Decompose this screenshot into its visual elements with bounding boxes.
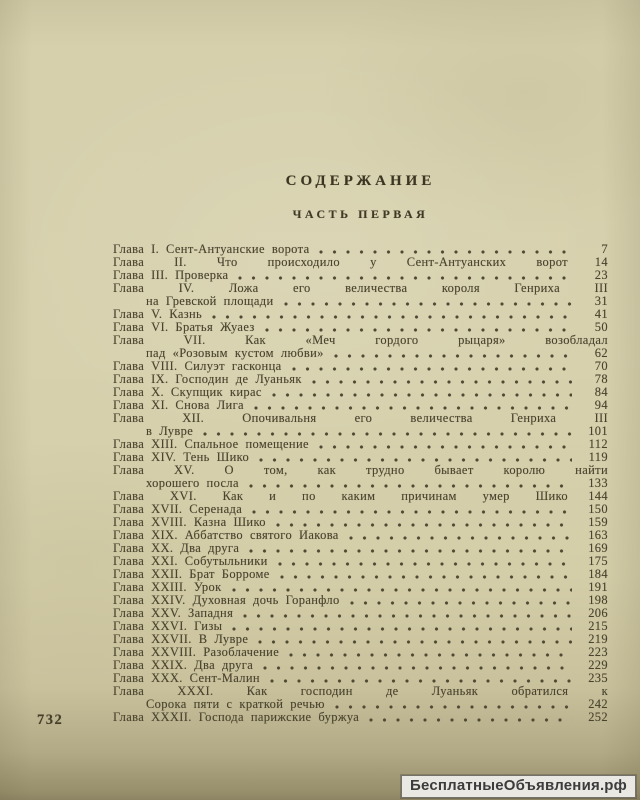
dot-leader [251, 505, 572, 515]
toc-entry-page: 223 [588, 645, 608, 659]
page-title: СОДЕРЖАНИЕ [285, 173, 436, 189]
toc-entry-page: 252 [588, 710, 608, 724]
toc-entry-title: Глава XII. Опочивальня его величества Генриха III [113, 411, 608, 425]
toc-entry-title: Глава XI. Снова Лига [113, 398, 244, 412]
toc-entry-page: 119 [588, 450, 608, 464]
dot-leader [288, 648, 572, 658]
toc-entry-title: Глава XXV. Западня [113, 606, 234, 620]
dot-leader [283, 297, 572, 307]
toc-entry-page: 219 [588, 632, 608, 646]
dot-leader [311, 375, 572, 385]
toc-entry-page: 84 [594, 385, 608, 399]
toc-entry-page: 31 [594, 294, 608, 308]
toc-entry-title: в Лувре [146, 424, 194, 438]
toc-entry-page: 159 [588, 515, 608, 529]
dot-leader [271, 388, 572, 398]
toc-entry-title: Глава VI. Братья Жуаез [113, 320, 255, 334]
toc-entry-title: Глава XXXI. Как господин де Луаньяк обратился к [113, 684, 608, 698]
toc-entry-page: 175 [588, 554, 608, 568]
toc-entry-page: 150 [588, 502, 608, 516]
toc-entry-title: Глава VIII. Силуэт гасконца [113, 359, 282, 373]
toc-entry-title: Глава IX. Господин де Луаньяк [113, 372, 302, 386]
dot-leader [349, 596, 572, 606]
toc-entry-page: 94 [594, 398, 608, 412]
toc-entry-page: 163 [588, 528, 608, 542]
toc-entry-page: 242 [588, 697, 608, 711]
toc-entry-title: Глава XXX. Сент-Малин [113, 671, 260, 685]
toc-entry-title: Глава III. Проверка [113, 268, 229, 282]
toc-entry-page: 14 [594, 255, 608, 269]
dot-leader [258, 453, 572, 463]
toc-entry-title: Глава II. Что происходило у Сент-Антуанских ворот [113, 255, 568, 269]
toc-entry-page: 198 [588, 593, 608, 607]
dot-leader [277, 557, 572, 567]
dot-leader [368, 713, 572, 723]
toc-entry-title: Глава XXIV. Духовная дочь Горанфло [113, 593, 340, 607]
toc-entry-page: 7 [601, 242, 608, 256]
part-heading: ЧАСТЬ ПЕРВАЯ [292, 207, 429, 221]
toc-entry-page: 235 [588, 671, 608, 685]
dot-leader [202, 427, 572, 437]
toc-entry-title: Сорока пяти с краткой речью [146, 697, 325, 711]
toc-entry-title: Глава XX. Два друга [113, 541, 240, 555]
toc-entry-page: 133 [588, 476, 608, 490]
dot-leader [248, 479, 572, 489]
toc-entry-title: Глава XXXII. Господа парижские буржуа [113, 710, 360, 724]
toc-entry-title: Глава XIX. Аббатство святого Иакова [113, 528, 339, 542]
toc-entry-page: 23 [594, 268, 608, 282]
toc-entry-title: Глава IV. Ложа его величества короля Генриха III [113, 281, 608, 295]
toc-entry-title: хорошего посла [146, 476, 239, 490]
toc-entry-page: 206 [588, 606, 608, 620]
dot-leader [318, 245, 572, 255]
dot-leader [262, 661, 572, 671]
dot-leader [291, 362, 572, 372]
dot-leader [348, 531, 572, 541]
watermark-label: БесплатныеОбъявления.рф [410, 777, 627, 794]
watermark-badge [401, 775, 636, 798]
toc-entry [113, 711, 608, 724]
toc-entry-page: 184 [588, 567, 608, 581]
dot-leader [231, 583, 572, 593]
toc-entry-title: Глава XXII. Брат Борроме [113, 567, 270, 581]
toc-entry-page: 62 [594, 346, 608, 360]
dot-leader [333, 349, 572, 359]
dot-leader [248, 544, 572, 554]
toc-entry-title: Глава XVI. Как и по каким причинам умер Шико [113, 489, 568, 503]
dot-leader [237, 271, 572, 281]
dot-leader [253, 401, 572, 411]
dot-leader [264, 323, 572, 333]
toc-entry-title: Глава XIII. Спальное помещение [113, 437, 309, 451]
toc-entry-title: пад «Розовым кустом любви» [146, 346, 324, 360]
toc-entry-title: Глава XXIX. Два друга [113, 658, 254, 672]
folio-number: 732 [37, 712, 64, 728]
toc-entry-title: Глава I. Сент-Антуанские ворота [113, 242, 310, 256]
toc-entry-title: Глава XXIII. Урок [113, 580, 222, 594]
toc-entry-title: Глава X. Скупщик кирас [113, 385, 262, 399]
toc-entry-page: 41 [594, 307, 608, 321]
toc-entry-title: Глава XVIII. Казна Шико [113, 515, 266, 529]
toc-entry-page: 70 [594, 359, 608, 373]
toc-entry-title: Глава XVII. Серенада [113, 502, 243, 516]
dot-leader [211, 310, 572, 320]
dot-leader [279, 570, 572, 580]
dot-leader [269, 674, 572, 684]
toc-entry-page: 229 [588, 658, 608, 672]
dot-leader [334, 700, 572, 710]
toc-entry-title: Глава XXI. Собутыльники [113, 554, 268, 568]
toc-entry-title: на Гревской площади [146, 294, 274, 308]
toc-entry-page: 101 [588, 424, 608, 438]
toc-list [113, 243, 608, 724]
toc-entry-title: Глава XIV. Тень Шико [113, 450, 250, 464]
toc-entry-title: Глава XXVII. В Лувре [113, 632, 249, 646]
toc-entry-page: 169 [588, 541, 608, 555]
toc-entry-page: 215 [588, 619, 608, 633]
toc-entry-title: Глава XXVIII. Разоблачение [113, 645, 280, 659]
toc-entry-page: 78 [594, 372, 608, 386]
toc-entry-page: 191 [588, 580, 608, 594]
toc-entry-page: 50 [594, 320, 608, 334]
dot-leader [275, 518, 572, 528]
toc-entry-title: Глава V. Казнь [113, 307, 203, 321]
dot-leader [231, 622, 572, 632]
dot-leader [318, 440, 572, 450]
dot-leader [242, 609, 572, 619]
toc-entry-title: Глава XXVI. Гизы [113, 619, 223, 633]
toc-page [113, 173, 608, 724]
toc-entry-title: Глава VII. Как «Меч гордого рыцаря» возобладал [113, 333, 608, 347]
dot-leader [257, 635, 572, 645]
toc-entry-title: Глава XV. О том, как трудно бывает королю найти [113, 463, 608, 477]
toc-entry-page: 144 [588, 489, 608, 503]
toc-entry-page: 112 [588, 437, 608, 451]
